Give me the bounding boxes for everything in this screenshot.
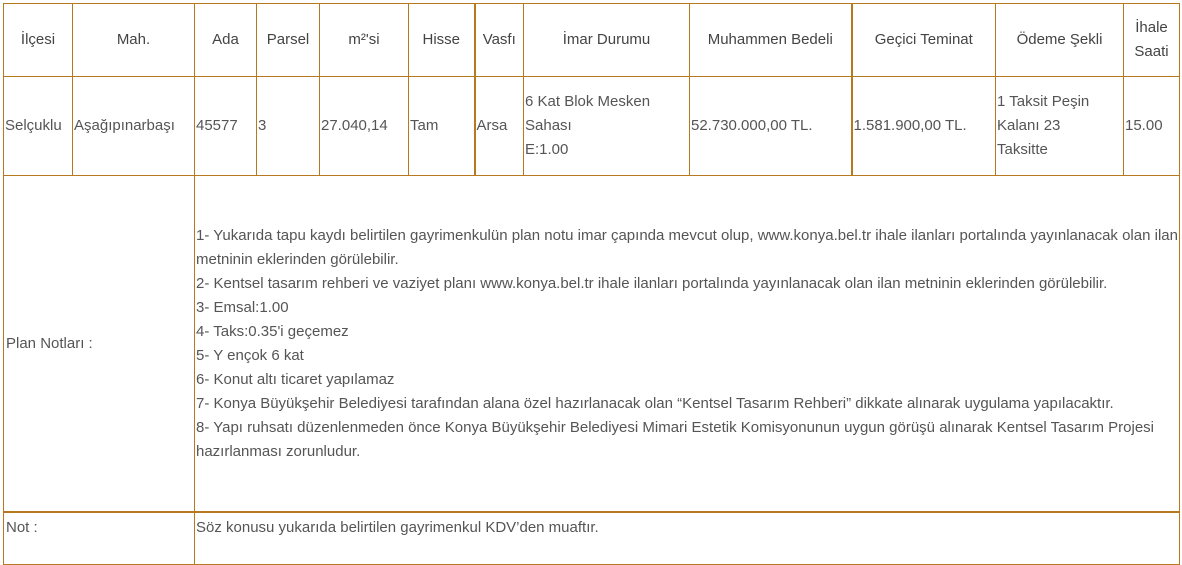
header-mahalle: Mah. [73, 4, 195, 77]
plan-note-item: 7- Konya Büyükşehir Belediyesi tarafından alana özel hazırlanacak olan “Kentsel Tasarım Rehberi” dikkate alınarak uygulama yapılacaktır. [196, 394, 1114, 412]
imar-line: 6 Kat Blok Mesken [525, 93, 651, 110]
not-text: Söz konusu yukarıda belirtilen gayrimenkul KDV’den muaftır. [195, 512, 1180, 565]
plan-note-item: 8- Yapı ruhsatı düzenlenmeden önce Konya Büyükşehir Belediyesi Mimari Estetik Komisyonunun uygun görüşü alınarak Kentsel Tasarım Projesi hazırlanması zorunludur. [196, 418, 1155, 460]
plan-notes-body [195, 176, 1180, 513]
cell-vasfi: Arsa [475, 77, 524, 176]
header-ihale-saati: İhale Saati [1124, 4, 1180, 77]
imar-line: Sahası [525, 117, 572, 134]
plan-notes-row [4, 176, 1180, 513]
cell-odeme-sekli [996, 77, 1124, 176]
cell-imar-durumu [524, 77, 690, 176]
plan-note-item: 2- Kentsel tasarım rehberi ve vaziyet planı www.konya.bel.tr ihale ilanları portalında yayınlanacak olan ilan metninin eklerinden görülebilir. [196, 274, 1108, 292]
cell-ilcesi: Selçuklu [4, 77, 73, 176]
header-ada: Ada [195, 4, 257, 77]
plan-note-item: 5- Y ençok 6 kat [196, 346, 304, 364]
header-metrekare: m²'si [320, 4, 409, 77]
header-vasfi: Vasfı [475, 4, 524, 77]
cell-gecici-teminat: 1.581.900,00 TL. [852, 77, 996, 176]
plan-note-item: 4- Taks:0.35'i geçemez [196, 322, 349, 340]
cell-parsel: 3 [257, 77, 320, 176]
plan-note-item: 3- Emsal:1.00 [196, 298, 289, 316]
odeme-line: 1 Taksit Peşin [997, 93, 1090, 110]
cell-ihale-saati: 15.00 [1124, 77, 1180, 176]
cell-mahalle: Aşağıpınarbaşı [73, 77, 195, 176]
odeme-line: Taksitte [997, 141, 1048, 158]
plan-note-item: 6- Konut altı ticaret yapılamaz [196, 370, 395, 388]
header-odeme-sekli: Ödeme Şekli [996, 4, 1124, 77]
header-gecici-teminat: Geçici Teminat [852, 4, 996, 77]
header-ilcesi: İlçesi [4, 4, 73, 77]
plan-notes-label: Plan Notları : [4, 176, 195, 513]
header-parsel: Parsel [257, 4, 320, 77]
cell-hisse: Tam [409, 77, 475, 176]
plan-note-item: 1- Yukarıda tapu kaydı belirtilen gayrimenkulün plan notu imar çapında mevcut olup, www.konya.bel.tr ihale ilanları portalında yayınlanacak olan ilan metninin eklerinden görülebilir. [196, 226, 1178, 268]
table-row [4, 77, 1180, 176]
header-muhammen-bedeli: Muhammen Bedeli [690, 4, 852, 77]
cell-metrekare: 27.040,14 [320, 77, 409, 176]
imar-line: E:1.00 [525, 141, 569, 158]
header-hisse: Hisse [409, 4, 475, 77]
not-row [4, 512, 1180, 565]
header-imar-durumu: İmar Durumu [524, 4, 690, 77]
not-label: Not : [4, 512, 195, 565]
cell-ada: 45577 [195, 77, 257, 176]
odeme-line: Kalanı 23 [997, 117, 1061, 134]
ihale-table [3, 3, 1180, 565]
header-row [4, 4, 1180, 77]
cell-muhammen-bedeli: 52.730.000,00 TL. [690, 77, 852, 176]
